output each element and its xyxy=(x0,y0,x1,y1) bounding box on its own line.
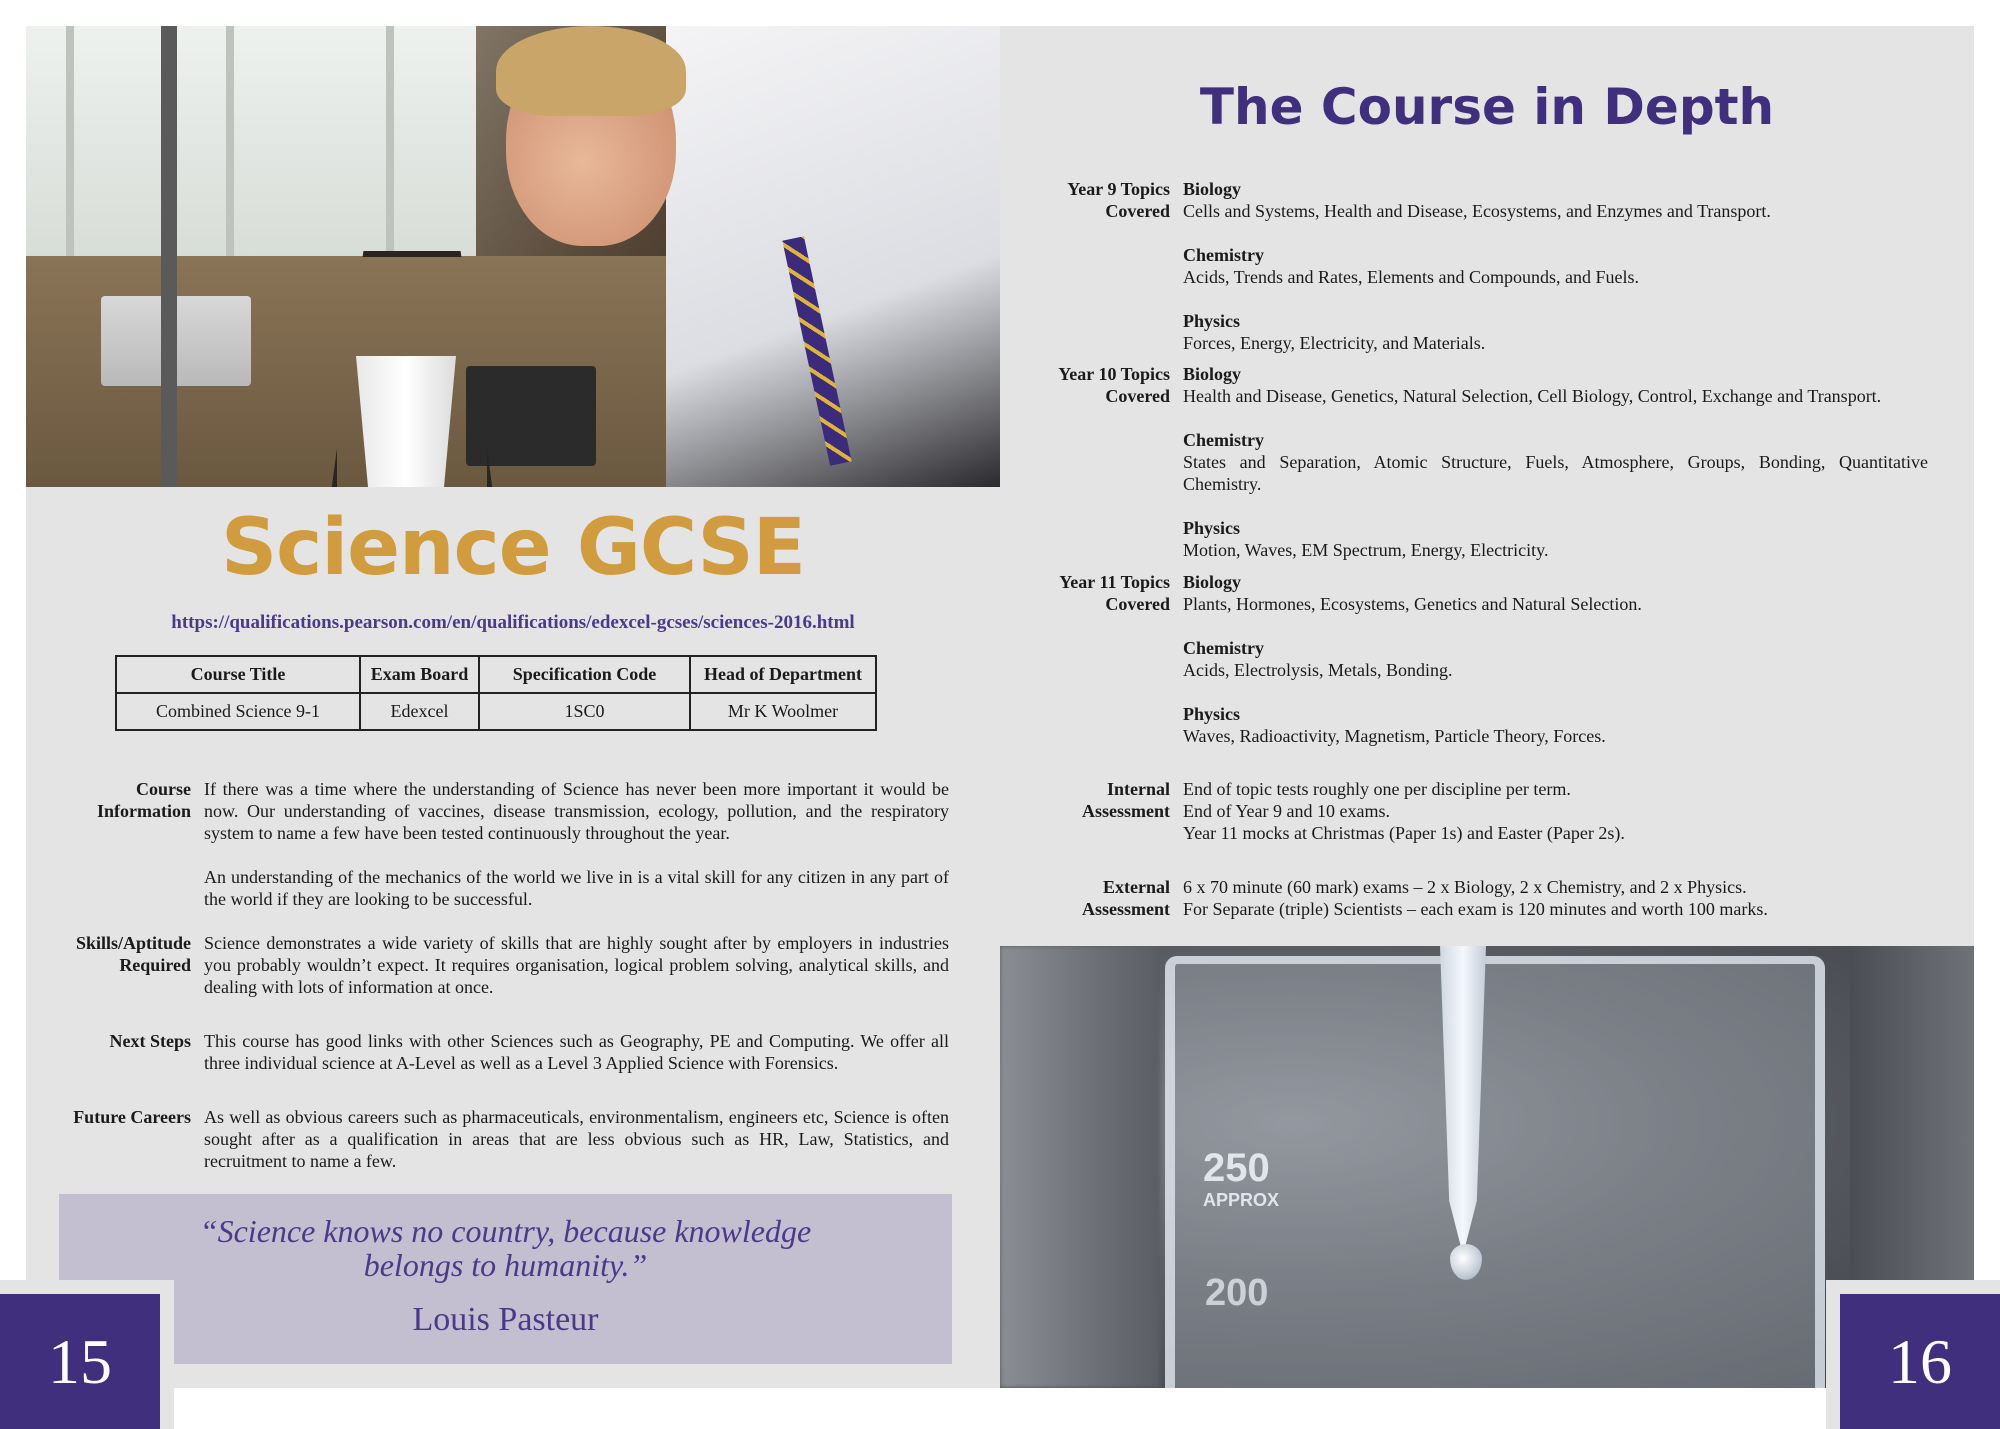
section-text: As well as obvious careers such as pharmaceuticals, environmentalism, engineers etc, Science is often sought after as a qualification in areas that are less obvious such as HR, Law, Statistics, and recruitment to name a few. xyxy=(204,1107,949,1171)
topics-body: Biology Cells and Systems, Health and Disease, Ecosystems, and Enzymes and Transport. Chemistry Acids, Trends and Rates, Elements and Compounds, and Fuels. Physics Forces, Energy, Electricity, and Materials. xyxy=(1183,179,1771,353)
section-text: This course has good links with other Sciences such as Geography, PE and Computing. We offer all three individual science at A-Level as well as a Level 3 Applied Science with Forensics. xyxy=(204,1031,949,1073)
topics-label: Year 11 Topics Covered xyxy=(1059,572,1170,614)
course-url-link[interactable]: https://qualifications.pearson.com/en/qualifications/edexcel-gcses/sciences-2016.html xyxy=(171,612,855,633)
assessment-body: End of topic tests roughly one per discipline per term. End of Year 9 and 10 exams. Year 11 mocks at Christmas (Paper 1s) and Easter (Paper 2s). xyxy=(1183,779,1625,843)
topics-body: Biology Plants, Hormones, Ecosystems, Genetics and Natural Selection. Chemistry Acids, Electrolysis, Metals, Bonding. Physics Waves, Radioactivity, Magnetism, Particle Theory, Forces. xyxy=(1183,572,1642,746)
page-title-right: The Course in Depth xyxy=(1199,78,1775,136)
table-cell: 1SC0 xyxy=(479,693,690,730)
table-cell: Edexcel xyxy=(360,693,479,730)
right-page xyxy=(1000,26,1974,1388)
topics-label: Year 10 Topics Covered xyxy=(1058,364,1170,406)
section-text: If there was a time where the understanding of Science has never been more important it would be now. Our understanding of vaccines, disease transmission, ecology, pollution, and the respiratory system to name a few have been tested continuously throughout the year. An understanding of the mechanics of the world we live in is a vital skill for any citizen in any part of the world if they are looking to be successful. xyxy=(204,779,949,909)
page-number-left: 15 xyxy=(0,1280,174,1429)
table-header: Head of Department xyxy=(690,656,876,693)
table-cell: Combined Science 9-1 xyxy=(116,693,360,730)
table-header: Course Title xyxy=(116,656,360,693)
beaker-mark-250: 250 APPROX xyxy=(1203,1146,1280,1210)
table-cell: Mr K Woolmer xyxy=(690,693,876,730)
section-label: Next Steps xyxy=(109,1031,191,1051)
topics-body: Biology Health and Disease, Genetics, Natural Selection, Cell Biology, Control, Exchange and Transport. Chemistry States and Separation, Atomic Structure, Fuels, Atmosphere, Groups, Bonding, Quantitative Chemistry. Physics Motion, Waves, EM Spectrum, Energy, Electricity. xyxy=(1183,364,1928,560)
topics-label: Year 9 Topics Covered xyxy=(1067,179,1170,221)
course-info-table xyxy=(115,655,877,731)
assessment-body: 6 x 70 minute (60 mark) exams – 2 x Biology, 2 x Chemistry, and 2 x Physics. For Separate (triple) Scientists – each exam is 120 minutes and worth 100 marks. xyxy=(1183,877,1768,919)
table-header: Specification Code xyxy=(479,656,690,693)
section-label: Future Careers xyxy=(73,1107,191,1127)
quote-text: “Science knows no country, because knowledge belongs to humanity.” xyxy=(199,1213,812,1283)
table-row xyxy=(116,693,876,730)
section-label: Skills/Aptitude Required xyxy=(75,933,191,975)
page-title: Science GCSE xyxy=(220,503,806,593)
page-number-right: 16 xyxy=(1826,1280,2000,1429)
left-page xyxy=(26,26,1000,1388)
student-lab-photo xyxy=(26,26,1000,487)
table-header: Exam Board xyxy=(360,656,479,693)
section-label: Course Information xyxy=(97,779,191,821)
quote-author: Louis Pasteur xyxy=(412,1301,599,1338)
assessment-label: External Assessment xyxy=(1082,877,1170,919)
table-header-row xyxy=(116,656,876,693)
beaker-mark-200: 200 xyxy=(1205,1272,1269,1314)
assessment-label: Internal Assessment xyxy=(1082,779,1170,821)
section-text: Science demonstrates a wide variety of skills that are highly sought after by employers in industries you probably wouldn’t expect. It requires organisation, logical problem solving, analytical skills, and dealing with lots of information at once. xyxy=(204,933,949,997)
